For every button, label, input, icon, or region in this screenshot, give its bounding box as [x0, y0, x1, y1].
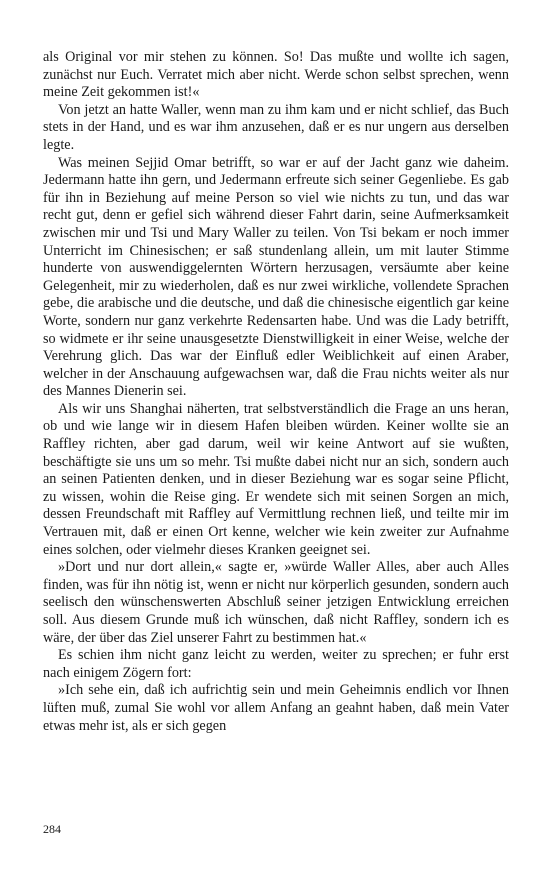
paragraph-5: »Dort und nur dort allein,« sagte er, »würde Waller Alles, aber auch Alles finden, was für ihn nötig ist, wenn er nicht nur körperlich gesunden, sondern auch seelisch den wünschenswerten Abschluß seiner jetzigen Entwicklung erreichen soll. Aus diesem Grunde muß ich wünschen, daß nicht Raffley, sondern ich es wäre, der über das Ziel unserer Fahrt zu bestimmen hat.«	[43, 559, 509, 646]
paragraph-4: Als wir uns Shanghai näherten, trat selbstverständlich die Frage an uns heran, ob und wie lange wir in diesem Hafen bleiben würden. Keiner wollte sie an Raffley richten, aber gad darum, weil wir keine Antwort auf sie wußten, beschäftigte sie uns um so mehr. Tsi mußte dabei nicht nur an sich, sondern auch an seinen Patienten denken, und in dieser Beziehung war es sogar seine Pflicht, zu wissen, wohin die Reise ging. Er wendete sich mit seinen Sorgen an mich, dessen Freundschaft mit Raffley auf Vermittlung rechnen ließ, und teilte mir im Vertrauen mit, daß er einen Ort kenne, welcher wie kein zweiter zur Aufnahme eines solchen, oder vielmehr dieses Kranken geeignet sei.	[43, 400, 509, 558]
paragraph-2: Von jetzt an hatte Waller, wenn man zu ihm kam und er nicht schlief, das Buch stets in der Hand, und es war ihm anzusehen, daß er es nur ungern aus derselben legte.	[43, 101, 509, 153]
page-number: 284	[43, 822, 61, 836]
paragraph-1: als Original vor mir stehen zu können. So! Das mußte und wollte ich sagen, zunächst nur Euch. Verratet mich aber nicht. Werde schon selbst sprechen, wenn meine Zeit gekommen ist!«	[43, 49, 509, 101]
body-text	[43, 49, 509, 735]
paragraph-6: Es schien ihm nicht ganz leicht zu werden, weiter zu sprechen; er fuhr erst nach einigem Zögern fort:	[43, 647, 509, 681]
paragraph-7: »Ich sehe ein, daß ich aufrichtig sein und mein Geheimnis endlich vor Ihnen lüften muß, zumal Sie wohl vor allem Anfang an geahnt haben, daß mein Vater etwas mehr ist, als er sich gegen	[43, 682, 509, 734]
paragraph-3: Was meinen Sejjid Omar betrifft, so war er auf der Jacht ganz wie daheim. Jedermann hatte ihn gern, und Jedermann erfreute sich seiner Gegenliebe. Es gab für ihn in Beziehung auf meine Person so viel wie nichts zu tun, und das war recht gut, denn er gefiel sich während dieser Fahrt darin, seine Aufmerksamkeit zwischen mir und Tsi und Mary Waller zu teilen. Von Tsi bekam er noch immer Unterricht im Chinesischen; er saß stundenlang allein, um mit lauter Stimme hunderte von auswendiggelernten Wörtern herzusagen, versäumte aber keine Gelegenheit, mir zu wiederholen, daß es nur zwei wirkliche, vollendete Sprachen gebe, die arabische und die deutsche, und daß die chinesische eigentlich gar keine Worte, sondern nur ganz verkehrte Redensarten habe. Und was die Lady betrifft, so widmete er ihr seine unausgesetzte Dienstwilligkeit in einer Weise, welche der Verehrung glich. Das war der Einfluß edler Weiblichkeit auf einen Araber, welcher in der Anschauung aufgewachsen war, daß die Frau nichts weiter als nur des Mannes Dienerin sei.	[43, 154, 509, 400]
